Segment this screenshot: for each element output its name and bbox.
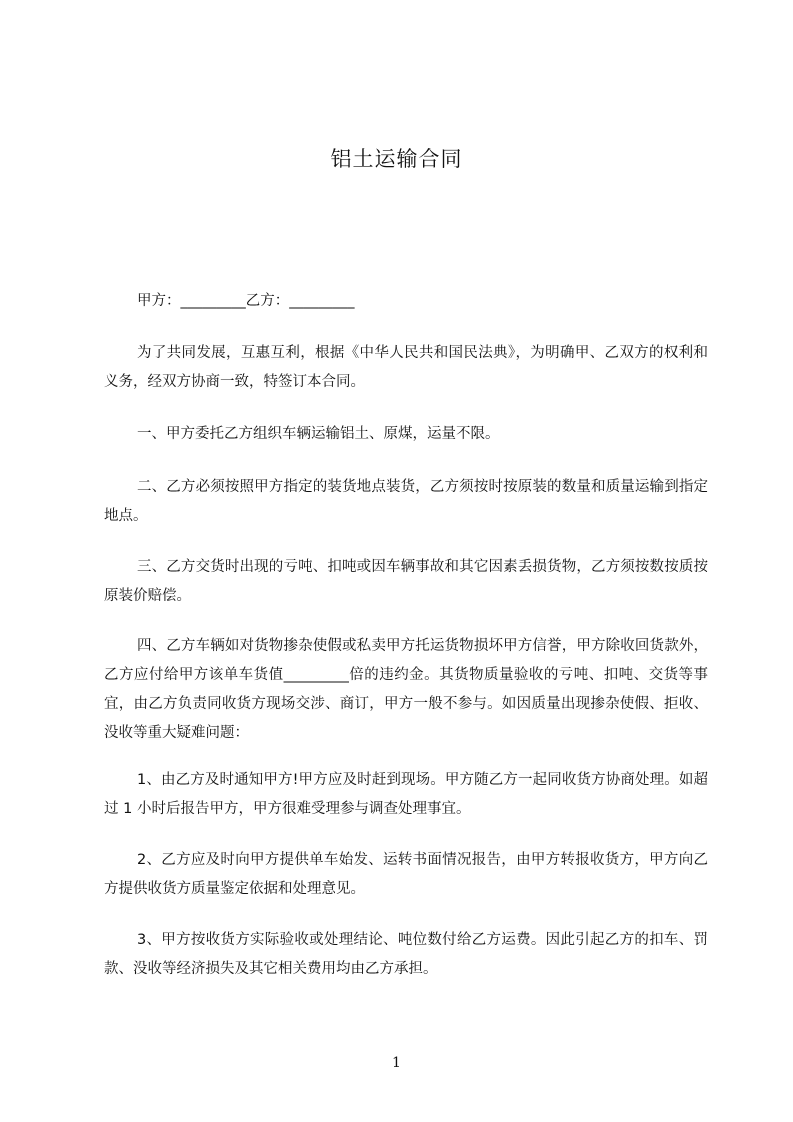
parties-line: 甲方：_________乙方：_________ bbox=[137, 293, 355, 309]
clause-2: 二、乙方必须按照甲方指定的装货地点装货，乙方须按时按原装的数量和质量运输到指定地点。 bbox=[104, 479, 708, 524]
clause-4: 四、乙方车辆如对货物掺杂使假或私卖甲方托运货物损坏甲方信誉，甲方除收回货款外，乙方应付给甲方该单车货值_________倍的违约金。其货物质量验收的亏吨、扣吨、交货等事宜，由乙方负责同收货方现场交涉、商订，甲方一般不参与。如因质量出现掺杂使假、拒收、没收等重大疑难问题： bbox=[104, 638, 708, 741]
sub-clause-3: 3、甲方按收货方实际验收或处理结论、吨位数付给乙方运费。因此引起乙方的扣车、罚款、没收等经济损失及其它相关费用均由乙方承担。 bbox=[104, 932, 708, 977]
clause-1: 一、甲方委托乙方组织车辆运输铝土、原煤，运量不限。 bbox=[137, 426, 500, 442]
paragraph-preamble: 为了共同发展，互惠互利，根据《中华人民共和国民法典》，为明确甲、乙双方的权利和义务，经双方协商一致，特签订本合同。 bbox=[104, 345, 708, 390]
sub-clause-1: 1、由乙方及时通知甲方!甲方应及时赶到现场。甲方随乙方一起同收货方协商处理。如超过 1 小时后报告甲方，甲方很难受理参与调查处理事宜。 bbox=[104, 772, 708, 817]
document-title: 铝土运输合同 bbox=[330, 147, 463, 171]
page-number: 1 bbox=[392, 1055, 401, 1071]
sub-clause-2: 2、乙方应及时向甲方提供单车始发、运转书面情况报告，由甲方转报收货方，甲方向乙方提供收货方质量鉴定依据和处理意见。 bbox=[104, 852, 708, 897]
clause-3: 三、乙方交货时出现的亏吨、扣吨或因车辆事故和其它因素丢损货物，乙方须按数按质按原装价赔偿。 bbox=[104, 559, 708, 604]
